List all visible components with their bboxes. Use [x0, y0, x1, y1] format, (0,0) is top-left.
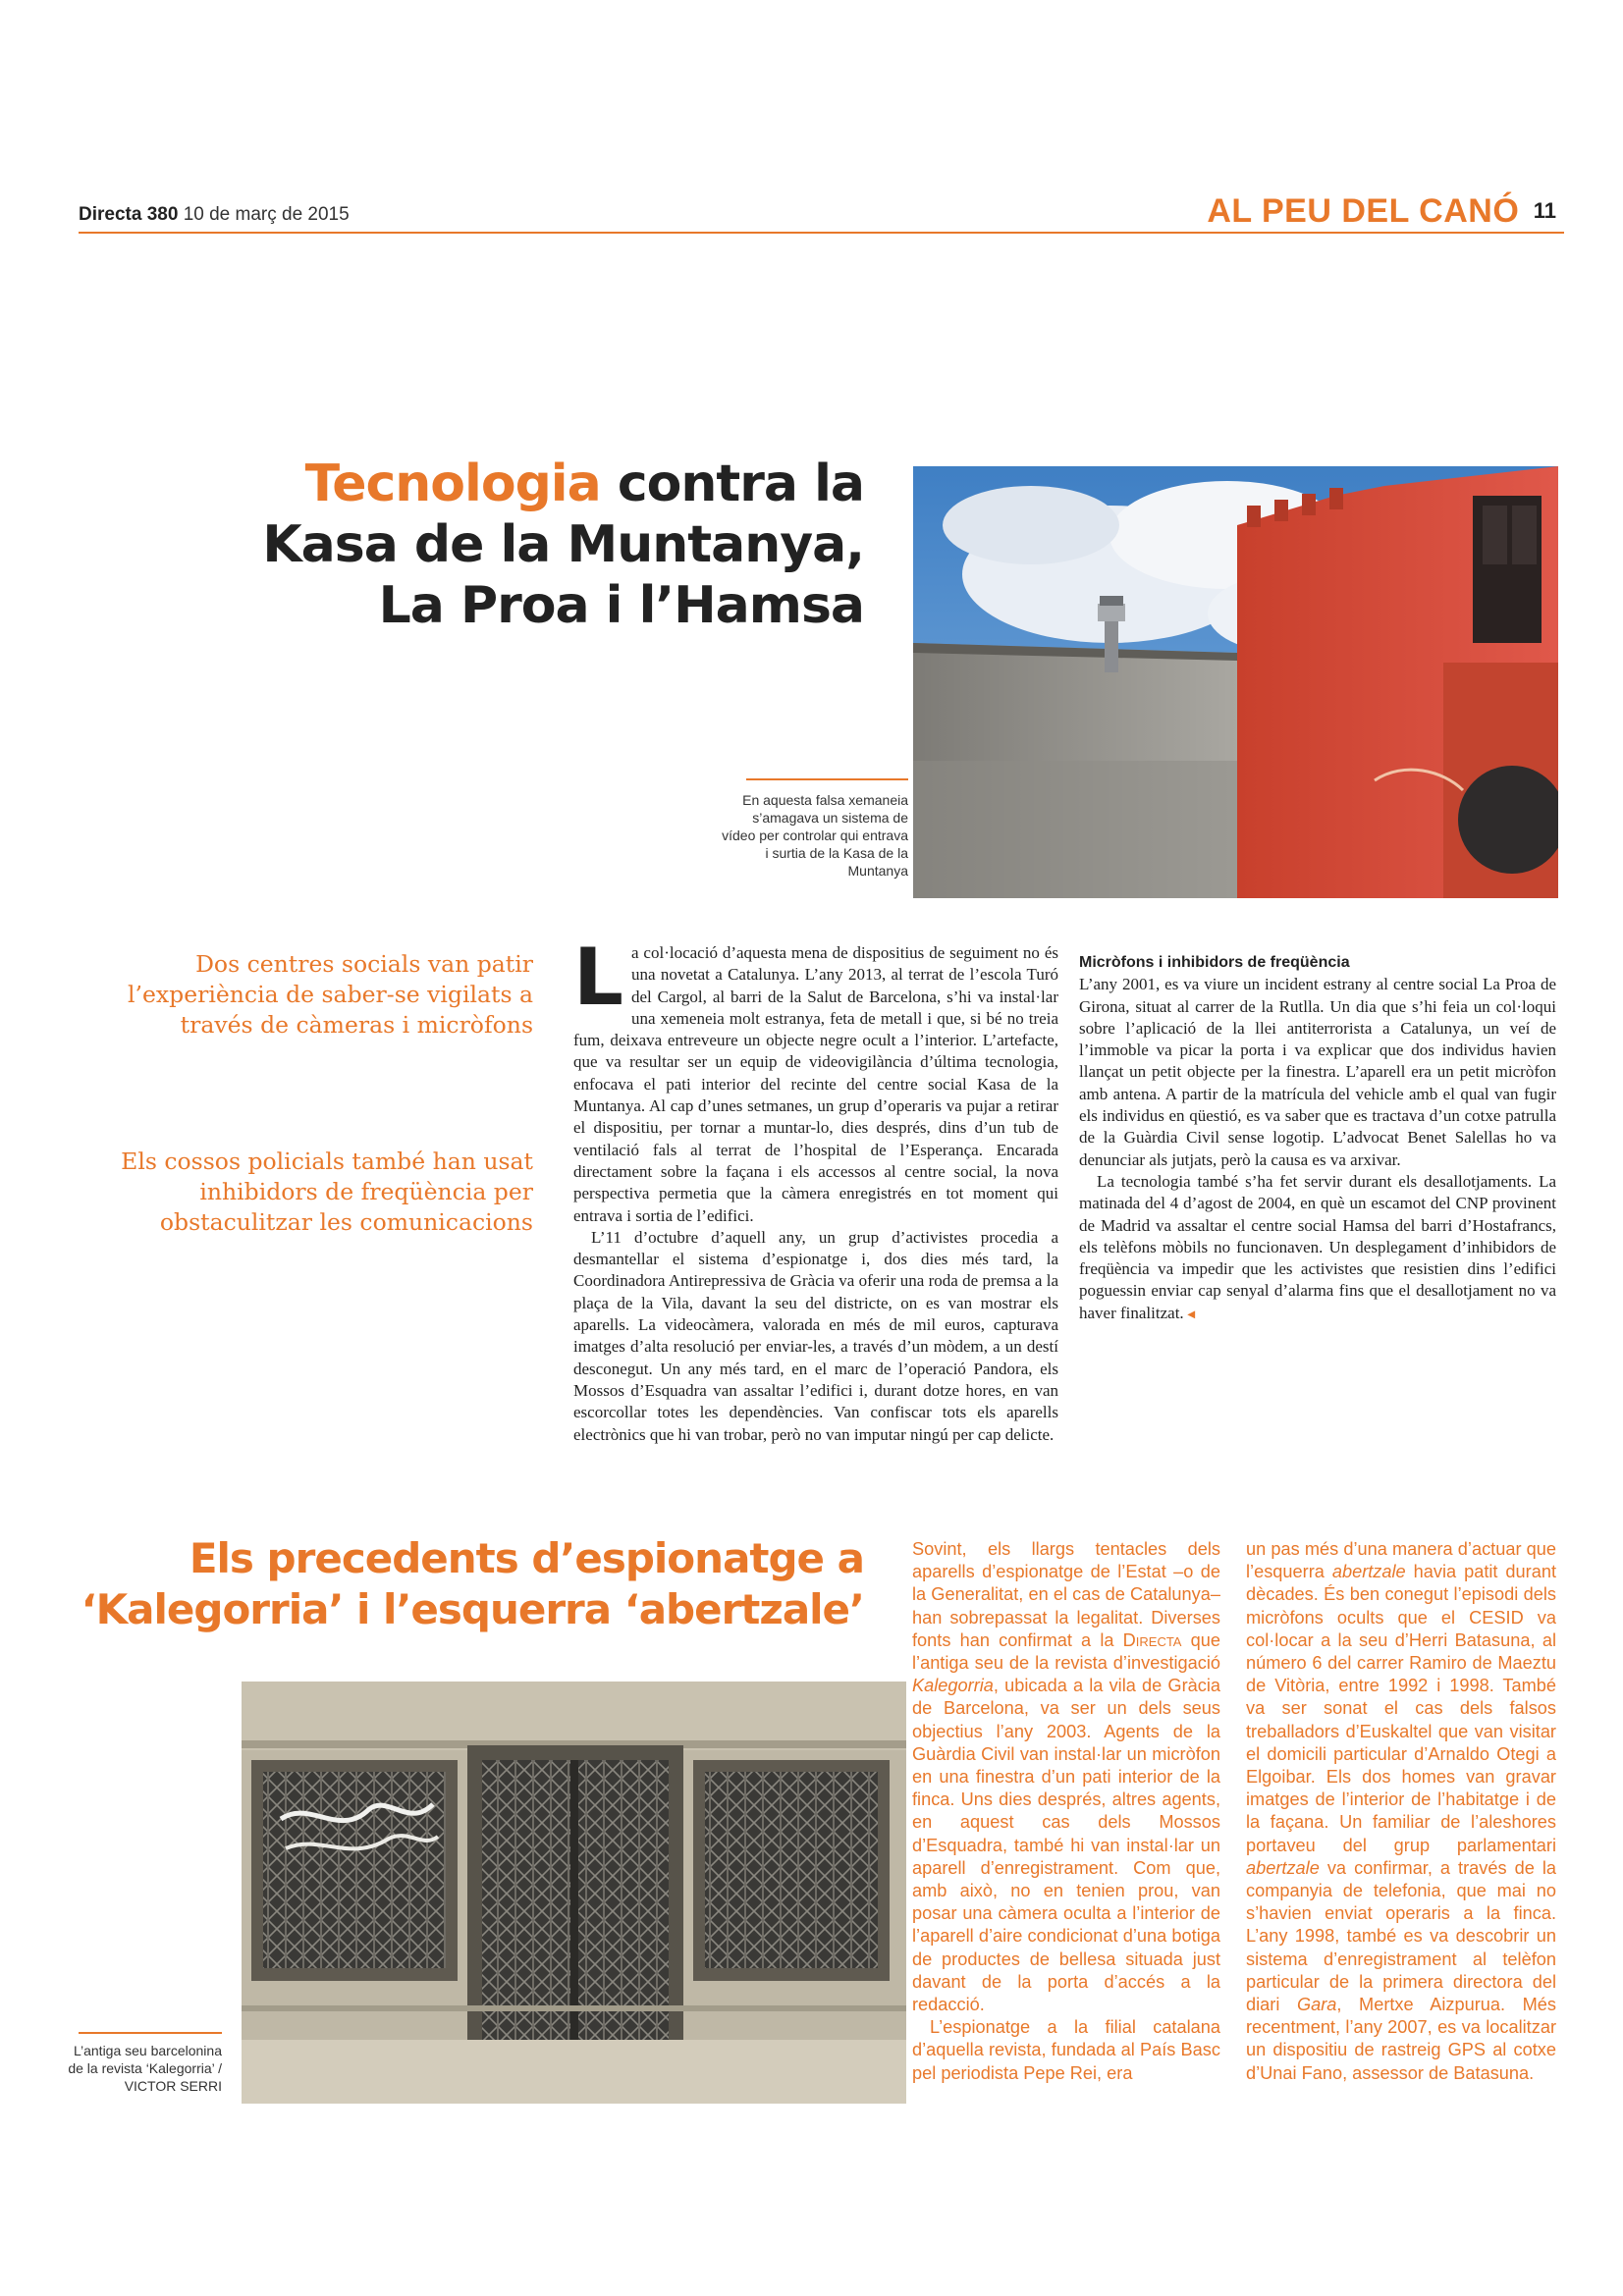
chimney-photo-illustration: [913, 466, 1558, 898]
paragraph-1-text: a col·locació d’aquesta mena de dispositius de seguiment no és una novetat a Catalunya. L’any 2013, al terrat de l’escola Turó del Cargol, al barri de la Salut de Barcelona, s’hi va instal·lar una xemeneia molt estranya, feta de metall i que, si bé no treia fum, deixava entreveure un objecte negre ocult a l’interior. L’artefacte, que va resultar ser un equip de videovigilància d’última tecnologia, enfocava el pati interior del recinte del centre social Kasa de la Muntanya. Al cap d’unes setmanes, un grup d’operaris va pujar a retirar el dispositiu, per tornar a muntar-lo, dies després, dins d’un tub de ventilació fals al terrat de l’hospital de l’Esperança. Encarada directament sobre la façana i els accessos al centre social, la nova perspectiva permetia que la càmera enregistrés en tot moment qui entrava i sortia de l’edifici.: [573, 943, 1058, 1225]
article1-subhead: Micròfons i inhibidors de freqüència: [1079, 954, 1350, 971]
headline2-line1: Els precedents d’espionatge a: [189, 1534, 864, 1582]
article2-column1: [912, 1538, 1220, 2085]
a2c2-text-d: , Mertxe Aizpurua. Més recentment, l’any 2007, es va localitzar un dispositiu de rastreig GPS al cotxe d’Unai Fano, assessor de Batasuna.: [1246, 1995, 1556, 2083]
caption2-rule: [79, 2032, 222, 2034]
abertzale-italic-2: abertzale: [1246, 1857, 1320, 1878]
publication-name: Directa 380: [79, 204, 179, 225]
caption1-rule: [746, 778, 908, 780]
article1-column1: [573, 932, 1058, 1446]
photo2-caption: L’antiga seu barcelonina de la revista ‘Kalegorria’ / VICTOR SERRI: [68, 2043, 222, 2094]
article2-paragraph-1: [912, 1538, 1220, 2016]
body-paragraph-2: L’11 d’octubre d’aquell any, un grup d’activistes procedia a desmantellar el sistema d’espionatge i, dos dies més tard, la Coordinadora Antirepressiva de Gràcia va oferir una roda de premsa a la plaça de la Vila, davant la seu del districte, on es van mostrar els aparells. La videocàmera, valorada en més de mil euros, capturava imatges d’alta resolució per enviar-les, a través d’un mòdem, a un destí desconegut. Un any més tard, en el marc de l’operació Pandora, els Mossos d’Esquadra van assaltar l’edifici i, durant dotze hores, en van escorcollar totes les dependències. Van confiscar tots els aparells electrònics que hi van trobar, però no van imputar ningú per cap delicte.: [573, 1227, 1058, 1444]
kalegorria-facade-photo: [242, 1682, 906, 2104]
drop-cap: L: [573, 932, 623, 1023]
body-paragraph-4: [1079, 1171, 1556, 1326]
headline-line2: Kasa de la Muntanya,: [262, 515, 864, 574]
issue-date: 10 de març de 2015: [183, 204, 350, 225]
header-section-info: [1207, 192, 1556, 231]
headline-line3: La Proa i l’Hamsa: [378, 576, 864, 635]
page-number: 11: [1533, 198, 1556, 223]
a2p1-text-b: que l’antiga seu de la revista d’investigació: [912, 1629, 1220, 1674]
headline2-line2: ‘Kalegorria’ i l’esquerra ‘abertzale’: [81, 1585, 864, 1633]
pull-quote-2: Els cossos policials també han usat inhibidors de freqüència per obstaculitzar les comunicacions: [121, 1148, 533, 1236]
article1-headline: [177, 454, 864, 636]
a2c2-text-b: havia patit durant dècades. És ben conegut l’episodi dels micròfons ocults que el CESID va col·locar a la seu d’Herri Batasuna, al número 6 del carrer Ramiro de Maeztu de Vitòria, entre 1992 i 1998. També va ser sonat el cas dels falsos treballadors d’Euskaltel que van visitar el domicili particular d’Arnaldo Otegi a Elgoibar. Els dos homes van gravar imatges de l’interior de l’habitatge i de la façana. Un familiar de l’aleshores portaveu del grup parlamentari: [1246, 1562, 1556, 1855]
pull-quote-1: Dos centres socials van patir l’experiència de saber-se vigilats a través de càmeras i micròfons: [128, 950, 533, 1039]
article2-column2: [1246, 1538, 1556, 2085]
headline-line1-rest: contra la: [600, 454, 864, 513]
abertzale-italic-1: abertzale: [1331, 1562, 1406, 1582]
header-publication-info: [79, 204, 350, 226]
chimney-camera-photo: [913, 466, 1558, 898]
a2p1-text-c: , ubicada a la vila de Gràcia de Barcelona, va ser un dels seus objectius l’any 2003. Agents de la Guàrdia Civil van instal·lar un micròfon en una finestra d’un pati interior de la finca. Uns dies després, altres agents, en aquest cas dels Mossos d’Esquadra, també hi van instal·lar un aparell d’enregistrament. Com que, amb això, no en tenien prou, van posar una càmera oculta a l’interior de l’aparell d’aire condicionat d’una botiga de productes de bellesa situada just davant de la porta d’accés a la redacció.: [912, 1676, 1220, 2015]
end-mark-icon: ◂: [1187, 1307, 1195, 1322]
gara-italic: Gara: [1296, 1995, 1337, 2015]
paragraph-4-text: La tecnologia també s’ha fet servir durant els desallotjaments. La matinada del 4 d’agost de 2004, en què un escamot del CNP provinent de Madrid va assaltar el centre social Hamsa del barri d’Hostafrancs, els telèfons mòbils no funcionaven. Un desplegament d’inhibidors de freqüència va impedir que les activistes que resistien dins l’edifici poguessin enviar cap senyal d’alarma fins que el desallotjament no va haver finalitzat.: [1079, 1171, 1556, 1322]
header-divider: [79, 232, 1564, 234]
body-paragraph-1: [573, 932, 1058, 1227]
facade-photo-illustration: [242, 1682, 906, 2104]
body-paragraph-3: L’any 2001, es va viure un incident estrany al centre social La Proa de Girona, situat al carrer de la Rutlla. Un dia que s’hi feia un col·loqui sobre l’aplicació de la llei antiterrorista a Catalunya, un veí de l’immoble va picar la porta i va explicar que dos individus havien llançat un petit objecte per la finestra. L’aparell era un petit micròfon amb antena. A partir de la matrícula del vehicle amb el qual van fugir els individus en qüestió, es va saber que es tractava d’un cotxe patrulla de la Guàrdia Civil sense logotip. L’advocat Benet Salellas ho va denunciar als jutjats, però la causa es va arxivar.: [1079, 975, 1556, 1169]
section-title: AL PEU DEL CANÓ: [1207, 192, 1520, 230]
article2-paragraph-3: [1246, 1538, 1556, 2085]
kalegorria-italic: Kalegorria: [912, 1676, 994, 1696]
headline-accent-word: Tecnologia: [304, 454, 601, 513]
article2-paragraph-2: L’espionatge a la filial catalana d’aquella revista, fundada al País Basc pel periodista Pepe Rei, era: [912, 2017, 1220, 2083]
photo1-caption: En aquesta falsa xemaneia s’amagava un sistema de vídeo per controlar qui entrava i surtia de la Kasa de la Muntanya: [722, 792, 908, 879]
article1-column2: [1079, 942, 1556, 1326]
article2-headline: [59, 1533, 864, 1635]
a2c2-text-c: va confirmar, a través de la companyia de telefonia, que mai no s’havien enviat operaris a la finca. L’any 1998, també es va descobrir un sistema d’enregistrament al telèfon particular de la primera directora del diari: [1246, 1857, 1556, 2015]
directa-smallcaps: Directa: [1122, 1629, 1182, 1650]
a2p1-text-a: Sovint, els llargs tentacles dels aparells d’espionatge de l’Estat –o de la Generalitat, en el cas de Catalunya– han sobrepassat la legalitat. Diverses fonts han confirmat a la: [912, 1539, 1220, 1650]
a2c2-text-a: un pas més d’una manera d’actuar que l’esquerra: [1246, 1539, 1556, 1582]
